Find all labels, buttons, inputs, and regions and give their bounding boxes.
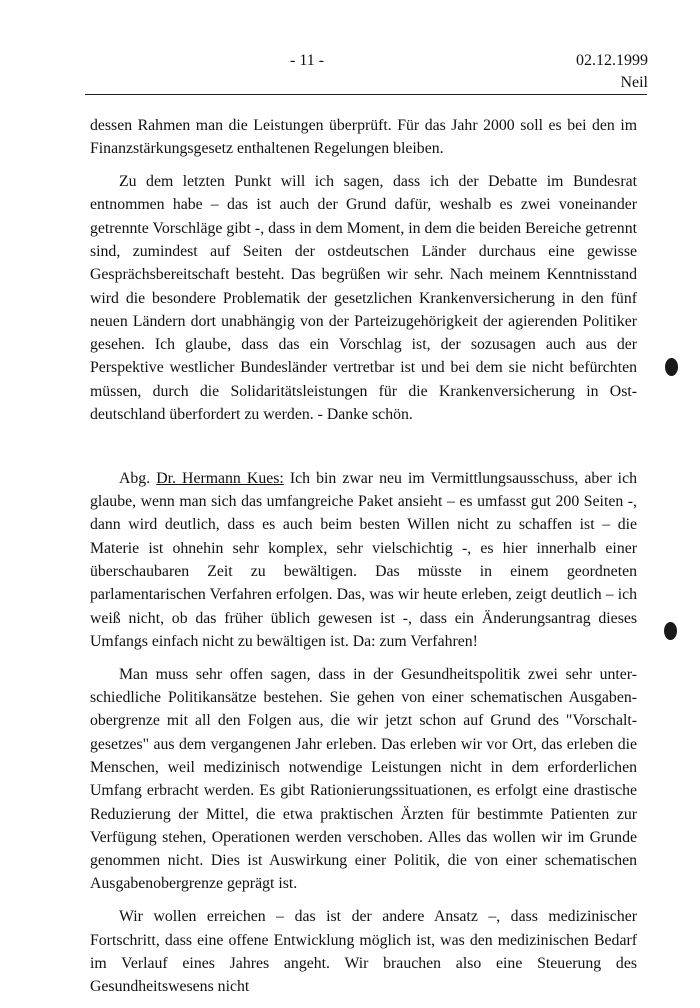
speech-paragraph <box>90 467 637 653</box>
paragraph-gap <box>90 436 637 467</box>
paragraph-medical-progress: Wir wollen erreichen – das ist der andere Ansatz –, dass medizinischer Fortschritt, dass eine offene Entwicklung möglich ist, was den medizinischen Bedarf im Verlauf eines Jahres angeht. Wir brauchen also eine Steuerung des Gesundheitswesens nicht <box>90 908 637 996</box>
speech-text: Ich bin zwar neu im Vermittlungsausschuss, aber ich glaube, wenn man sich das umfangreiche Paket ansieht – es umfasst gut 200 Seiten -, dann wird deutlich, dass es auch beim besten Willen nicht zu schaffen ist – die Materie ist ohnehin sehr komplex, sehr vielschichtig -, es hier innerhalb einer überschaubaren Zeit zu bewältigen. Das müsste in einem geordneten parlamentarischen Verfahren erfolgen. Das, was wir heute erleben, zeigt deutlich – ich weiß nicht, ob das früher üblich gewesen ist -, dass ein Änderungsantrag dieses Umfangs einfach nicht zu bewältigen ist. Da: zum Verfahren! <box>90 469 637 650</box>
header-rule <box>85 94 647 95</box>
speaker-name: Dr. Hermann Kues: <box>156 469 284 487</box>
page-number: - 11 - <box>290 52 325 69</box>
header-date: 02.12.1999 <box>576 52 648 69</box>
paragraph-east-germany: Zu dem letzten Punkt will ich sagen, dass ich der Debatte im Bundesrat entnommen habe – das ist auch der Grund dafür, weshalb es zwei voneinander getrennte Vorschläge gibt -, dass in dem Moment, in dem die beiden Bereiche getrennt sind, zumindest auf Seiten der ostdeutschen Länder durchaus eine gewisse Gesprächsbereitschaft besteht. Das begrüßen wir sehr. Nach meinem Kenntnisstand wird die besondere Problematik der gesetzlichen Krankenversicherung in den fünf neuen Ländern dort unabhängig von der Parteizugehörigkeit der agierenden Politiker gesehen. Ich glaube, dass das ein Vorschlag ist, der sozusagen auch aus der Perspektive westlicher Bundesländer vertretbar ist und bei dem sie nicht befürchten müssen, durch die Solidaritätsleistungen für die Krankenversicherung in Ost-deutschland überfordert zu werden. - Danke schön. <box>90 173 637 424</box>
speech-prefix: Abg. <box>119 469 157 487</box>
binder-hole-mark <box>665 358 678 376</box>
document-body <box>90 114 637 1008</box>
header-author: Neil <box>620 74 648 91</box>
paragraph-health-policy: Man muss sehr offen sagen, dass in der Gesundheitspolitik zwei sehr unter-schiedliche Politikansätze bestehen. Sie gehen von einer schematischen Ausgaben-obergrenze mit all den Folgen aus, die wir jetzt schon auf Grund des "Vorschalt-gesetzes" aus dem vergangenen Jahr erleben. Das erleben wir vor Ort, das erleben die Menschen, weil medizinisch notwendige Leistungen nicht in dem erforderlichen Umfang erbracht werden. Es gibt Rationierungssituationen, es erfolgt eine drastische Reduzierung der Mittel, die etwa praktischen Ärzten für bestimmte Patienten zur Verfügung stehen, Operationen werden verschoben. Alles das wollen wir im Grunde genommen nicht. Dies ist Auswirkung einer Politik, die von einer schematischen Ausgabenobergrenze geprägt ist. <box>90 665 637 893</box>
binder-hole-mark <box>664 622 677 640</box>
paragraph-continuation: dessen Rahmen man die Leistungen überprüft. Für das Jahr 2000 soll es bei den im Finanzstärkungsgesetz enthaltenen Regelungen bleiben. <box>90 117 637 158</box>
